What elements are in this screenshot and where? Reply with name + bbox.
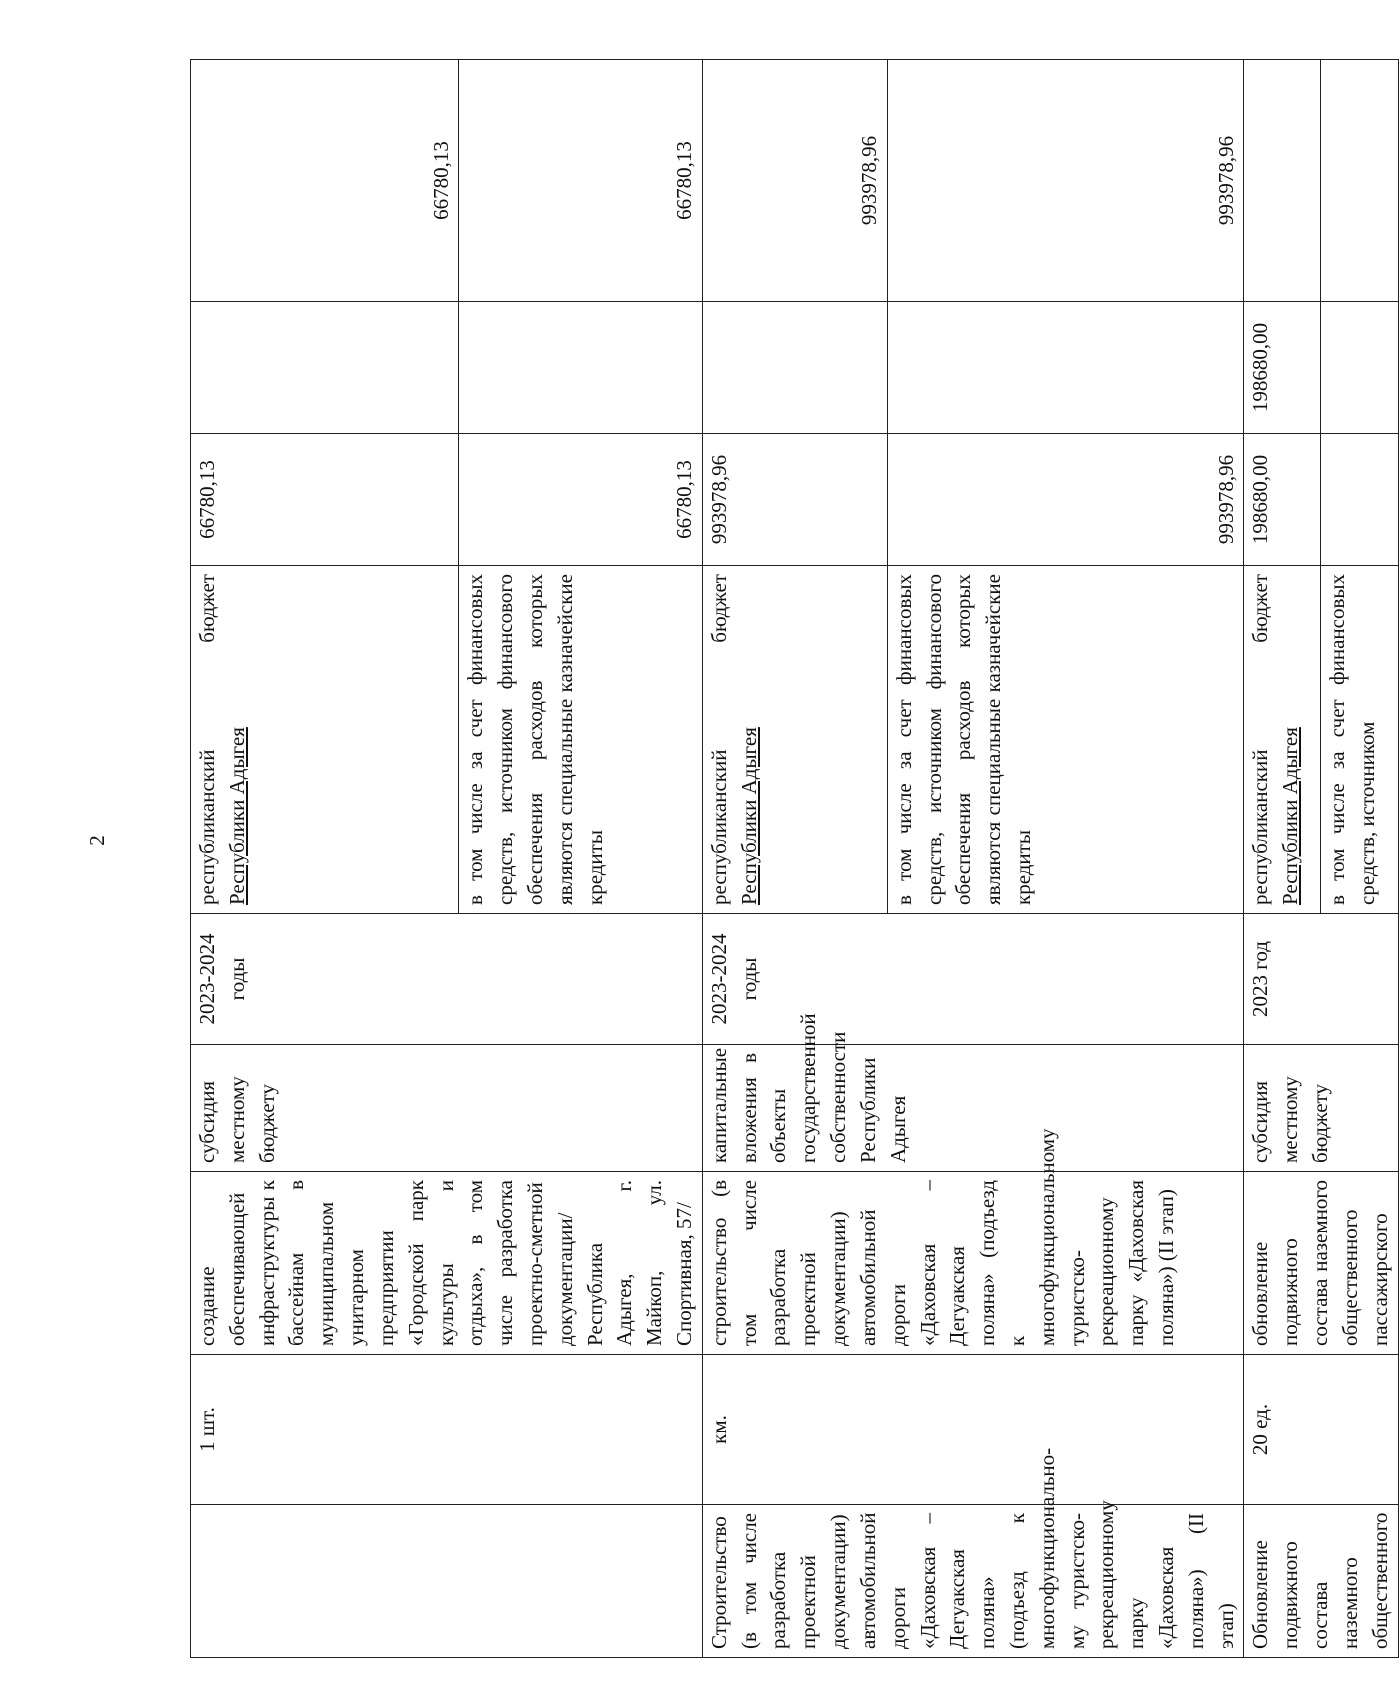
row1-year1-main-cell (191, 302, 459, 434)
budget-table (190, 59, 1399, 1658)
row-unit: 20 ед. (1248, 1403, 1273, 1456)
row1-year2-sub-cell (459, 60, 702, 302)
table-row (702, 60, 887, 1658)
row-period: 2023-2024 годы (195, 933, 249, 1025)
row-name: Строительство (в том числе разработка проектной документации) автомобильной дороги «Даховская – Дегуакская поляна» (подъезд к многофункционально-му туристско-рекреационному парку «Даховская поляна») (II этап) (706, 1447, 1238, 1649)
row2-year2-main-cell (702, 60, 887, 302)
source-label-c: Республики Адыгея (736, 727, 761, 905)
rotated-table-wrapper (190, 60, 1392, 1658)
source-sub-text: в том числе за счет финансовых средств, источником финансового обеспечения расходов которых являются специальные казначейские кредиты (463, 574, 607, 905)
page-number: 2 (84, 835, 109, 846)
row3-type-cell (1244, 1045, 1398, 1172)
row1-description-cell (191, 1172, 703, 1355)
row1-unit-cell (191, 1355, 703, 1505)
row3-source-sub-cell (1321, 566, 1398, 914)
row3-source-main-cell (1244, 566, 1321, 914)
row1-period-cell (191, 914, 703, 1045)
row-unit: км. (706, 1415, 731, 1444)
row1-type-cell (191, 1045, 703, 1172)
row1-total-sub-cell (459, 434, 702, 566)
year2-value: 993978,96 (856, 135, 881, 226)
source-label-b: бюджет (195, 574, 219, 643)
row2-unit-cell (702, 1355, 1244, 1505)
year1-value: 198680,00 (1248, 322, 1273, 413)
row-description: обновление подвижного состава наземного общественного пассажирского (1248, 1180, 1392, 1346)
total-value: 198680,00 (1248, 454, 1273, 545)
total-value: 993978,96 (706, 454, 731, 545)
row-name: Обновление подвижного состава наземного общественного (1248, 1512, 1392, 1649)
year2-value: 993978,96 (1213, 135, 1238, 226)
row3-unit-cell (1244, 1355, 1398, 1505)
total-value: 66780,13 (672, 460, 696, 539)
row2-year2-sub-cell (887, 60, 1244, 302)
row3-total-sub-cell (1321, 434, 1398, 566)
row2-year1-sub-cell (887, 302, 1244, 434)
row1-source-main-cell (191, 566, 459, 914)
row2-source-sub-cell (887, 566, 1244, 914)
row3-year1-main-cell (1244, 302, 1321, 434)
row1-source-sub-cell (459, 566, 702, 914)
row-description: строительство (в том числе разработка проектной документации) автомобильной дороги «Даховская – Дегуакская поляна» (подъезд к многофункциональному туристско-рекреационному парку «Даховская поляна») (II этап) (706, 1128, 1178, 1346)
source-label-a: республиканский (1248, 749, 1273, 905)
source-sub-text: в том числе за счет финансовых средств, источником финансового обеспечения расходов которых являются специальные казначейские кредиты (891, 574, 1035, 905)
row3-year1-sub-cell (1321, 302, 1398, 434)
total-value: 66780,13 (195, 460, 219, 539)
row2-total-main-cell (702, 434, 887, 566)
row-period: 2023 год (1248, 941, 1273, 1017)
row2-source-main-cell (702, 566, 887, 914)
source-label-b: бюджет (706, 574, 731, 643)
table-row (1244, 60, 1321, 1658)
source-label-c: Республики Адыгея (1278, 727, 1303, 905)
source-label-b: бюджет (1248, 574, 1273, 643)
source-sub-text: в том числе за счет финансовых средств, источником (1325, 574, 1380, 905)
row3-period-cell (1244, 914, 1398, 1045)
table-row (191, 60, 459, 1658)
row2-type-cell (702, 1013, 1244, 1172)
row2-total-sub-cell (887, 434, 1244, 566)
total-value: 993978,96 (1213, 454, 1238, 545)
row1-total-main-cell (191, 434, 459, 566)
year2-value: 66780,13 (672, 141, 696, 220)
row2-name-cell (702, 1447, 1244, 1658)
source-label-a: республиканский (706, 749, 731, 905)
row3-year2-main-cell (1244, 60, 1321, 302)
row-period: 2023-2024 годы (706, 933, 761, 1025)
row3-name-cell (1244, 1505, 1398, 1658)
row2-description-cell (702, 1128, 1244, 1355)
row3-description-cell (1244, 1172, 1398, 1355)
row3-year2-sub-cell (1321, 60, 1398, 302)
row2-period-cell (702, 914, 1244, 1045)
row-type: капитальные вложения в объекты государственной собственности Республики Адыгея (706, 1013, 910, 1163)
source-label-c: Республики Адыгея (224, 727, 249, 905)
row-description: создание обеспечивающей инфраструктуры к бассейнам в муниципальном унитарном предприятии «Городской парк культуры и отдыха», в том числе разработка проектно-сметной документации/Республика Адыгея, г. Майкоп, ул. Спортивная, 57/ (195, 1180, 696, 1346)
row3-total-main-cell (1244, 434, 1321, 566)
source-label-a: республиканский (195, 749, 219, 905)
row1-name-cell (191, 1505, 703, 1658)
row-unit: 1 шт. (195, 1407, 219, 1452)
row1-year2-main-cell (191, 60, 459, 302)
row2-year1-main-cell (702, 302, 887, 434)
row-type: субсидия местному бюджету (195, 1076, 279, 1163)
row1-year1-sub-cell (459, 302, 702, 434)
year2-value: 66780,13 (428, 141, 453, 220)
row-type: субсидия местному бюджету (1248, 1076, 1333, 1163)
